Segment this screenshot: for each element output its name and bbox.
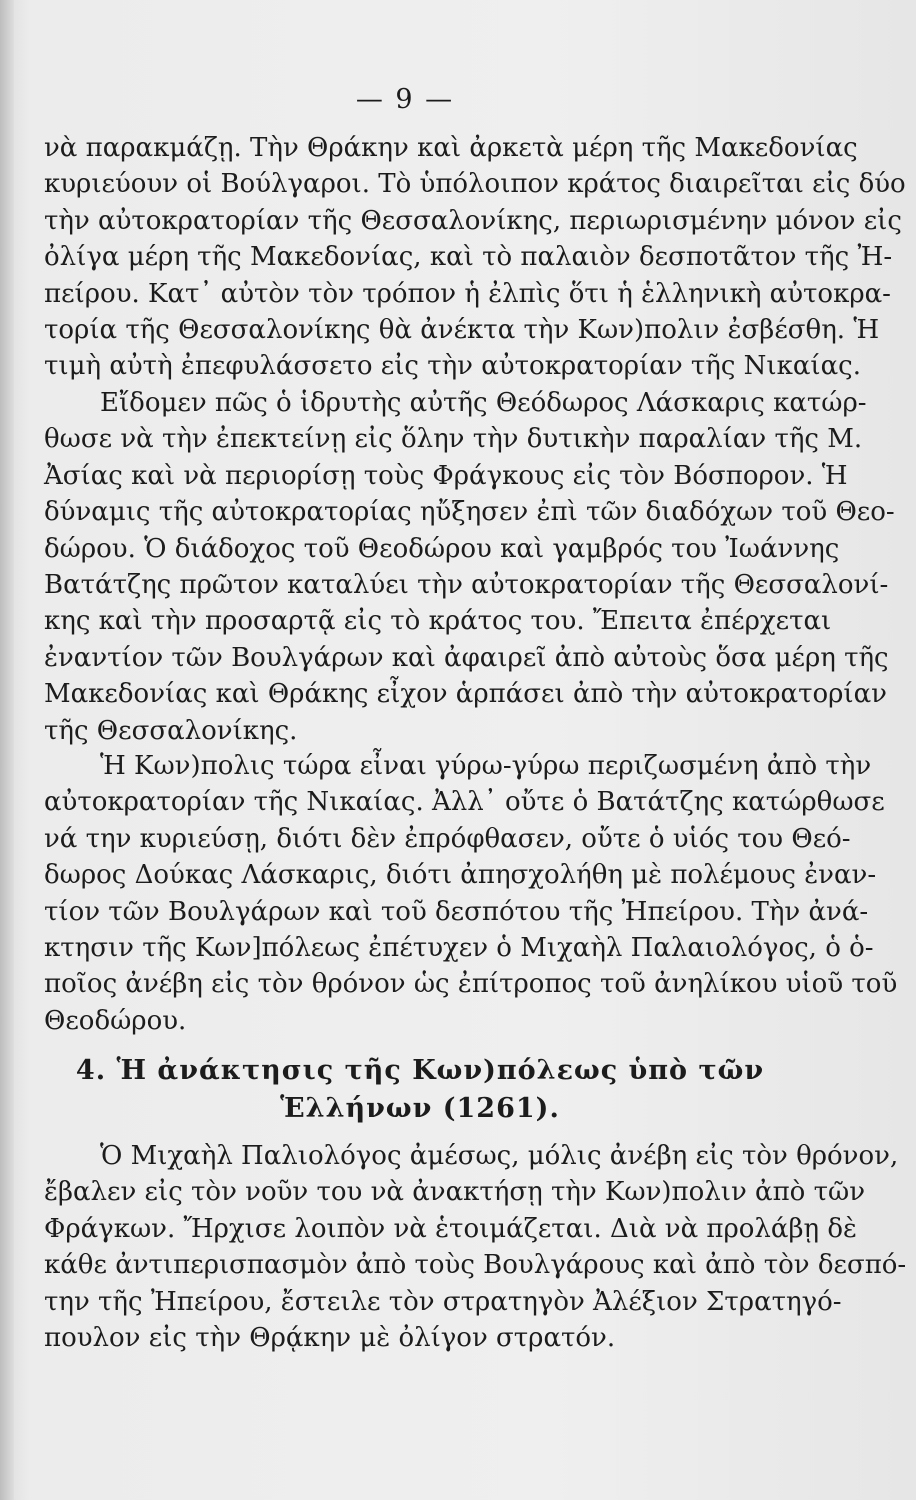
text-line: θωσε νὰ τὴν ἐπεκτείνῃ εἰς ὅλην τὴν δυτικὴν παραλίαν τῆς Μ. <box>44 424 863 455</box>
section-heading <box>60 1052 780 1128</box>
text-line: Βατάτζης πρῶτον καταλύει τὴν αὐτοκρατορίαν τῆς Θεσσαλονί- <box>44 570 889 601</box>
section-heading-line-1: 4. Ἡ ἀνάκτησις τῆς Κων)πόλεως ὑπὸ τῶν <box>75 1055 765 1086</box>
text-line: νὰ παρακμάζῃ. Τὴν Θράκην καὶ ἀρκετὰ μέρη τῆς Μακεδονίας <box>44 133 858 163</box>
text-line: Μακεδονίας καὶ Θράκης εἶχον ἁρπάσει ἀπὸ τὴν αὐτοκρατορίαν <box>44 679 887 710</box>
text-line: τιμὴ αὐτὴ ἐπεφυλάσσετο εἰς τὴν αὐτοκρατορίαν τῆς Νικαίας. <box>44 351 862 382</box>
text-line: κάθε ἀντιπερισπασμὸν ἀπὸ τοὺς Βουλγάρους καὶ ἀπὸ τὸν δεσπό- <box>44 1250 907 1281</box>
paragraph-1-text <box>44 130 906 385</box>
text-line: τίον τῶν Βουλγάρων καὶ τοῦ δεσπότου τῆς Ἠπείρου. Τὴν ἀνά- <box>44 896 869 927</box>
paragraph-3-text <box>44 748 898 1039</box>
text-line: Ἀσίας καὶ νὰ περιορίσῃ τοὺς Φράγκους εἰς τὸν Βόσπορον. Ἡ <box>44 460 848 491</box>
text-line: πείρου. Κατ᾽ αὐτὸν τὸν τρόπον ἡ ἐλπὶς ὅτι ἡ ἑλληνικὴ αὐτοκρα- <box>44 278 891 309</box>
text-line: ποῖος ἀνέβη εἰς τὸν θρόνον ὡς ἐπίτροπος τοῦ ἀνηλίκου υἱοῦ τοῦ <box>44 969 898 1000</box>
text-line: δύναμις τῆς αὐτοκρατορίας ηὔξησεν ἐπὶ τῶν διαδόχων τοῦ Θεο- <box>44 497 895 528</box>
page-binding-edge <box>0 0 14 1500</box>
paragraph-2-text <box>44 385 895 749</box>
text-line: ὀλίγα μέρη τῆς Μακεδονίας, καὶ τὸ παλαιὸν δεσποτᾶτον τῆς Ἠ- <box>44 242 893 273</box>
text-line: την τῆς Ἠπείρου, ἔστειλε τὸν στρατηγὸν Ἀλέξιον Στρατηγό- <box>44 1286 842 1317</box>
page-number: — 9 — <box>355 84 455 115</box>
text-line: δωρος Δούκας Λάσκαρις, διότι ἀπησχολήθη μὲ πολέμους ἐναν- <box>44 860 877 891</box>
text-line: Εἴδομεν πῶς ὁ ἱδρυτὴς αὐτῆς Θεόδωρος Λάσκαρις κατώρ- <box>100 388 867 418</box>
text-line: κης καὶ τὴν προσαρτᾷ εἰς τὸ κράτος του. Ἔπειτα ἐπέρχεται <box>44 606 832 637</box>
text-line: κυριεύουν οἱ Βούλγαροι. Τὸ ὑπόλοιπον κράτος διαιρεῖται εἰς δύο <box>44 169 906 200</box>
text-line: τῆς Θεσσαλονίκης. <box>44 715 298 746</box>
text-line: πουλον εἰς τὴν Θρᾴκην μὲ ὀλίγον στρατόν. <box>44 1323 616 1354</box>
text-line: κτησιν τῆς Κων]πόλεως ἐπέτυχεν ὁ Μιχαὴλ Παλαιολόγος, ὁ ὁ- <box>44 933 874 964</box>
text-line: Ὁ Μιχαὴλ Παλιολόγος ἀμέσως, μόλις ἀνέβη εἰς τὸν θρόνον, <box>100 1141 899 1171</box>
text-line: τὴν αὐτοκρατορίαν τῆς Θεσσαλονίκης, περιωρισμένην μόνον εἰς <box>44 205 902 236</box>
text-line: τορία τῆς Θεσσαλονίκης θὰ ἀνέκτα τὴν Κων)πολιν ἐσβέσθη. Ἡ <box>44 315 880 346</box>
text-line: αὐτοκρατορίαν τῆς Νικαίας. Ἀλλ᾽ οὔτε ὁ Βατάτζης κατώρθωσε <box>44 787 885 818</box>
section-paragraph <box>44 1138 907 1356</box>
paragraph-2 <box>44 385 895 749</box>
text-line: δώρου. Ὁ διάδοχος τοῦ Θεοδώρου καὶ γαμβρός του Ἰωάννης <box>44 533 840 564</box>
text-line: Θεοδώρου. <box>44 1005 187 1036</box>
paragraph-3 <box>44 748 898 1039</box>
text-line: ἐναντίον τῶν Βουλγάρων καὶ ἀφαιρεῖ ἀπὸ αὐτοὺς ὅσα μέρη τῆς <box>44 642 889 673</box>
paragraph-1 <box>44 130 906 385</box>
section-heading-line-2: Ἑλλήνων (1261). <box>280 1093 560 1124</box>
text-line: Ἡ Κων)πολις τώρα εἶναι γύρω-γύρω περιζωσμένη ἀπὸ τὴν <box>100 751 872 781</box>
section-paragraph-text <box>44 1138 907 1356</box>
text-line: Φράγκων. Ἤρχισε λοιπὸν νὰ ἑτοιμάζεται. Διὰ νὰ προλάβῃ δὲ <box>44 1213 857 1244</box>
text-line: ἔβαλεν εἰς τὸν νοῦν του νὰ ἀνακτήσῃ τὴν Κων)πολιν ἀπὸ τῶν <box>44 1177 865 1208</box>
text-line: νά την κυριεύσῃ, διότι δὲν ἐπρόφθασεν, οὔτε ὁ υἱός του Θεό- <box>44 823 851 854</box>
